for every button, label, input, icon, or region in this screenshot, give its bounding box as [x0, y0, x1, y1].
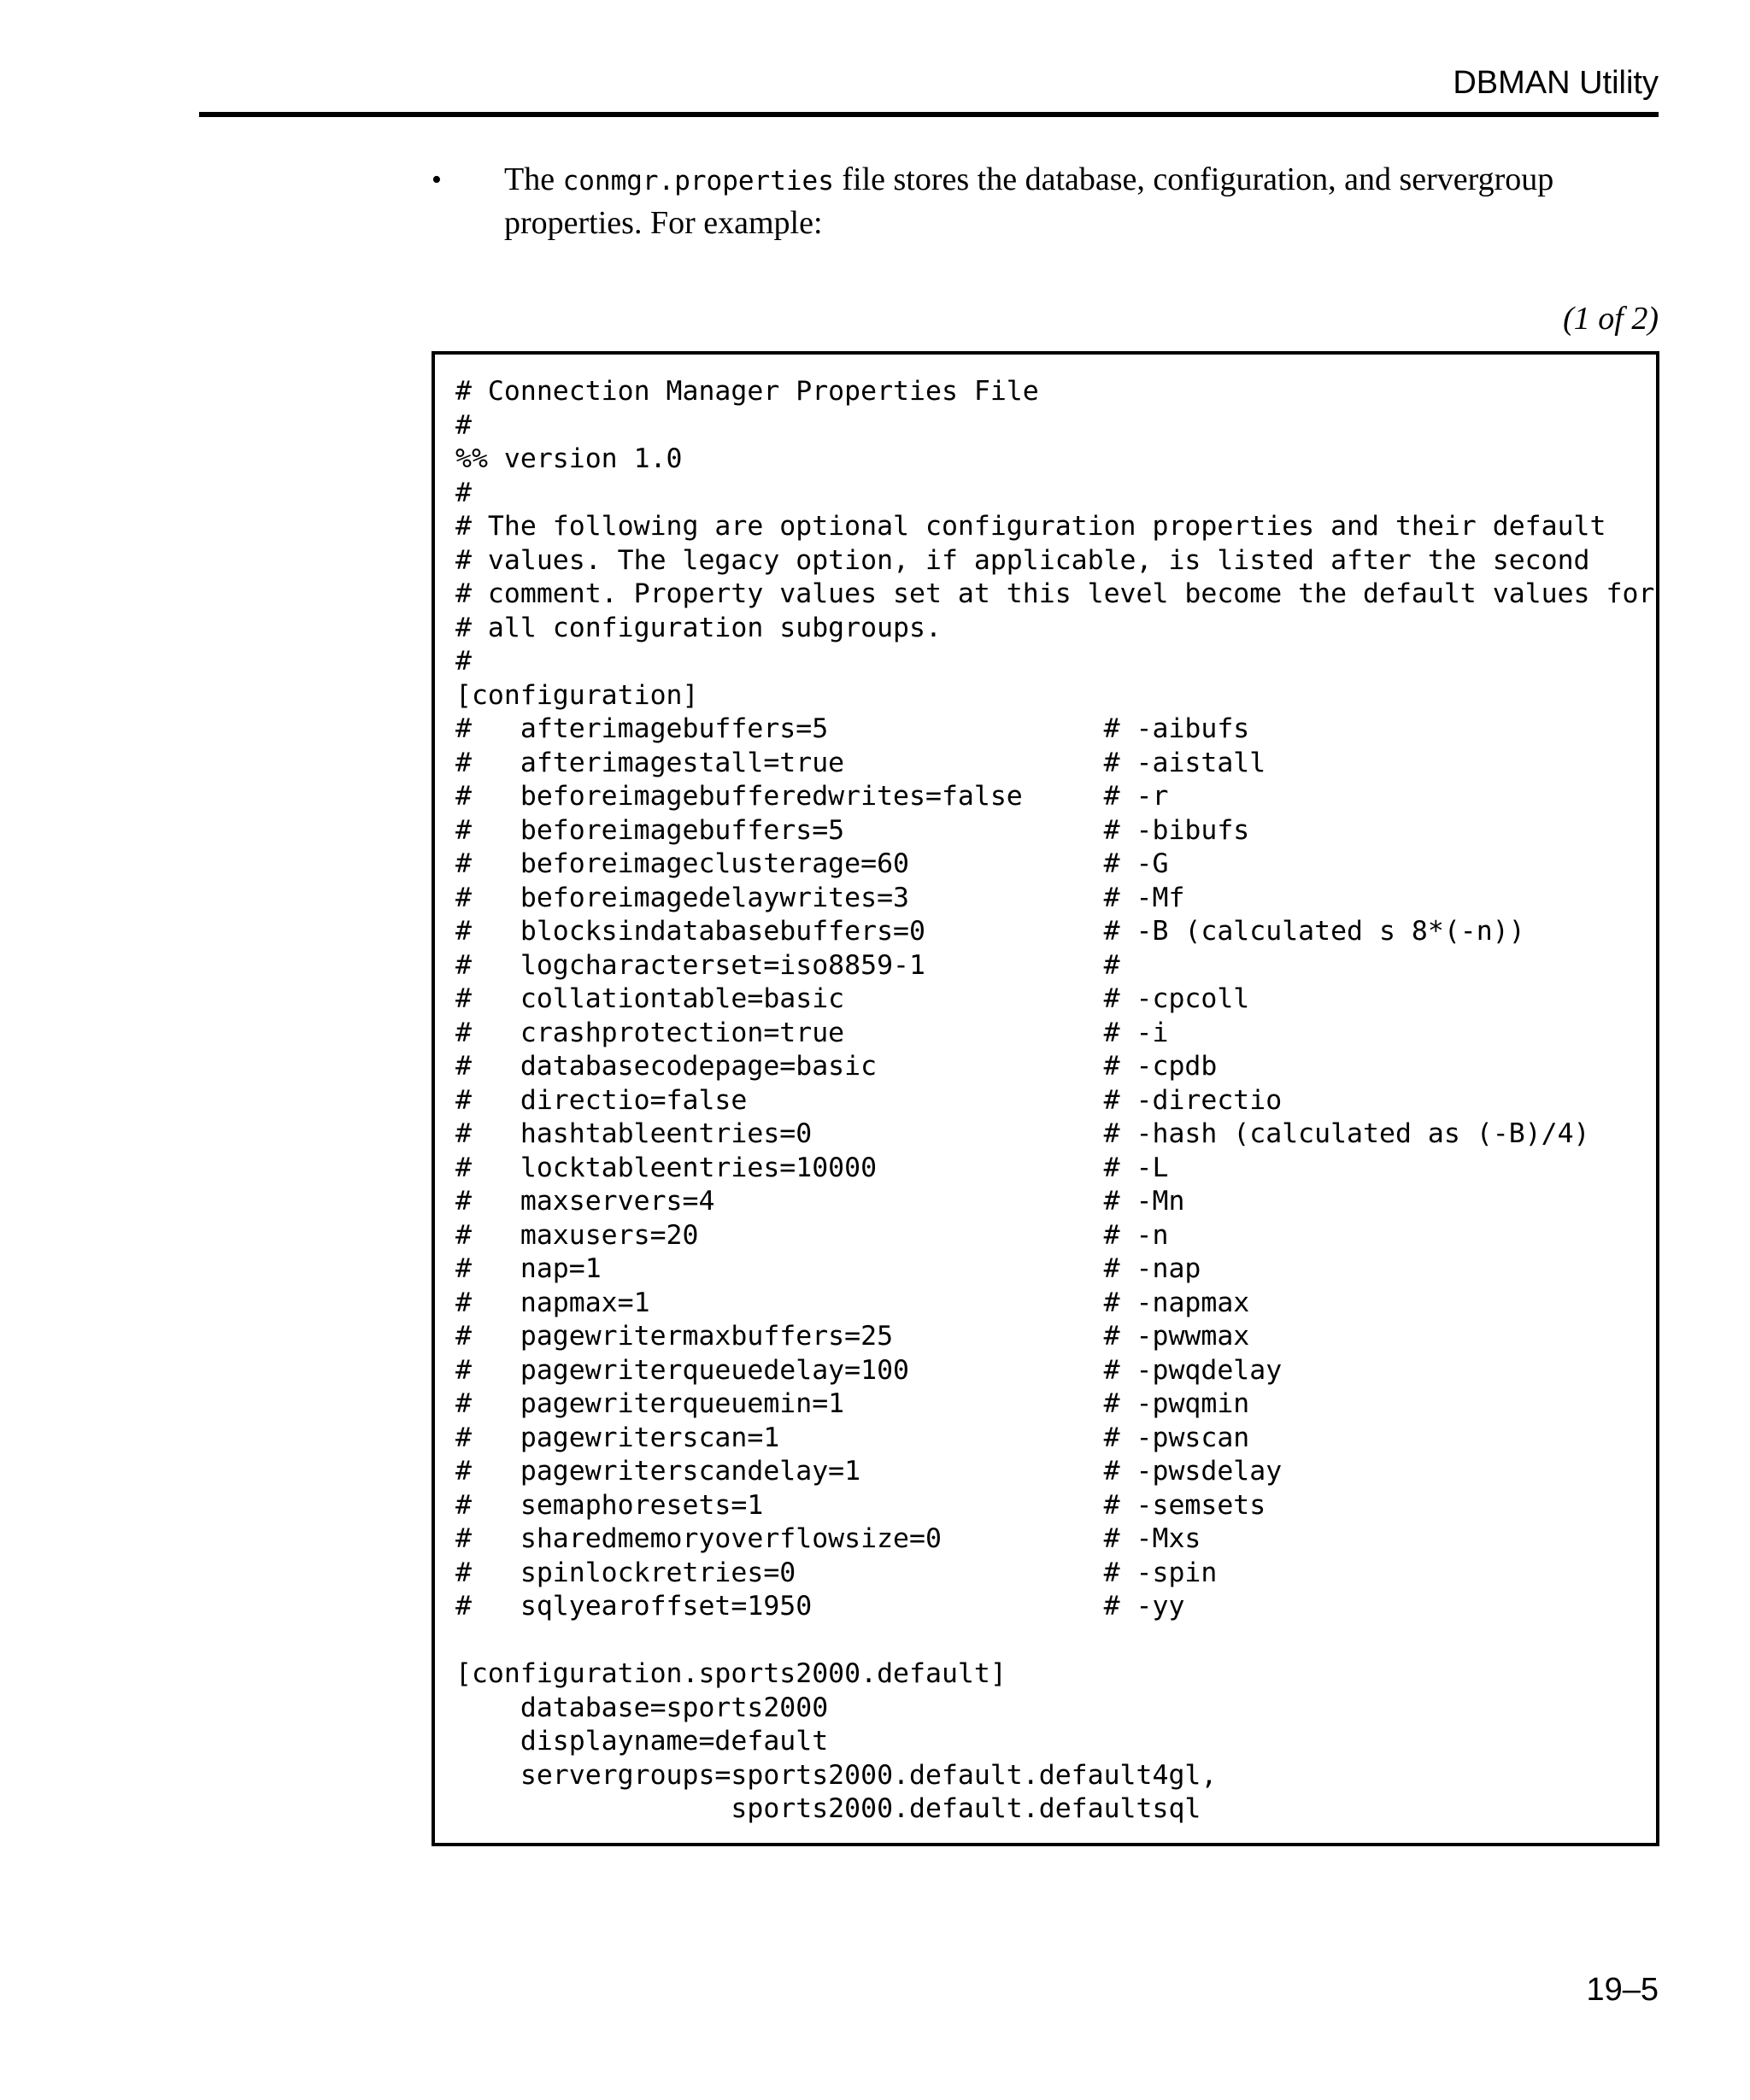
listing-part-indicator: (1 of 2) — [1563, 301, 1659, 337]
filename-code: conmgr.properties — [562, 166, 834, 197]
properties-file-listing: # Connection Manager Properties File # %% version 1.0 # # The following are optional configuration properties and their default # values. The legacy option, if applicable, is listed after the second # comment. Property values set at this level become the default values for # all configuration subgroups. # [configuration] # afterimagebuffers=5 # -aibufs # afterimagestall=true # -aistall # beforeimagebufferedwrites=false # -r # beforeimagebuffers=5 # -bibufs # beforeimageclusterage=60 # -G # beforeimagedelaywrites=3 # -Mf # blocksindatabasebuffers=0 # -B (calculated s 8*(-n)) # logcharacterset=iso8859-1 # # collationtable=basic # -cpcoll # crashprotection=true # -i # databasecodepage=basic # -cpdb # directio=false # -directio # hashtableentries=0 # -hash (calculated as (-B)/4) # locktableentries=10000 # -L # maxservers=4 # -Mn # maxusers=20 # -n # nap=1 # -nap # napmax=1 # -napmax # pagewritermaxbuffers=25 # -pwwmax # pagewriterqueuedelay=100 # -pwqdelay # pagewriterqueuemin=1 # -pwqmin # pagewriterscan=1 # -pwscan # pagewriterscandelay=1 # -pwsdelay # semaphoresets=1 # -semsets # sharedmemoryoverflowsize=0 # -Mxs # spinlockretries=0 # -spin # sqlyearoffset=1950 # -yy [configuration.sports2000.default] database=sports2000 displayname=default servergroups=sports2000.default.default4gl, sports2000.default.defaultsql — [455, 376, 1655, 1824]
bullet-icon: • — [432, 164, 442, 196]
running-header-title: DBMAN Utility — [1453, 65, 1659, 101]
intro-paragraph — [504, 159, 1615, 244]
code-example-box — [432, 351, 1659, 1846]
header-divider — [199, 112, 1659, 117]
page-number: 19–5 — [1586, 1972, 1659, 2008]
intro-text-before: The — [504, 161, 563, 197]
intro-text-after: file stores the database, configuration, and servergroup properties. For example: — [504, 161, 1554, 241]
